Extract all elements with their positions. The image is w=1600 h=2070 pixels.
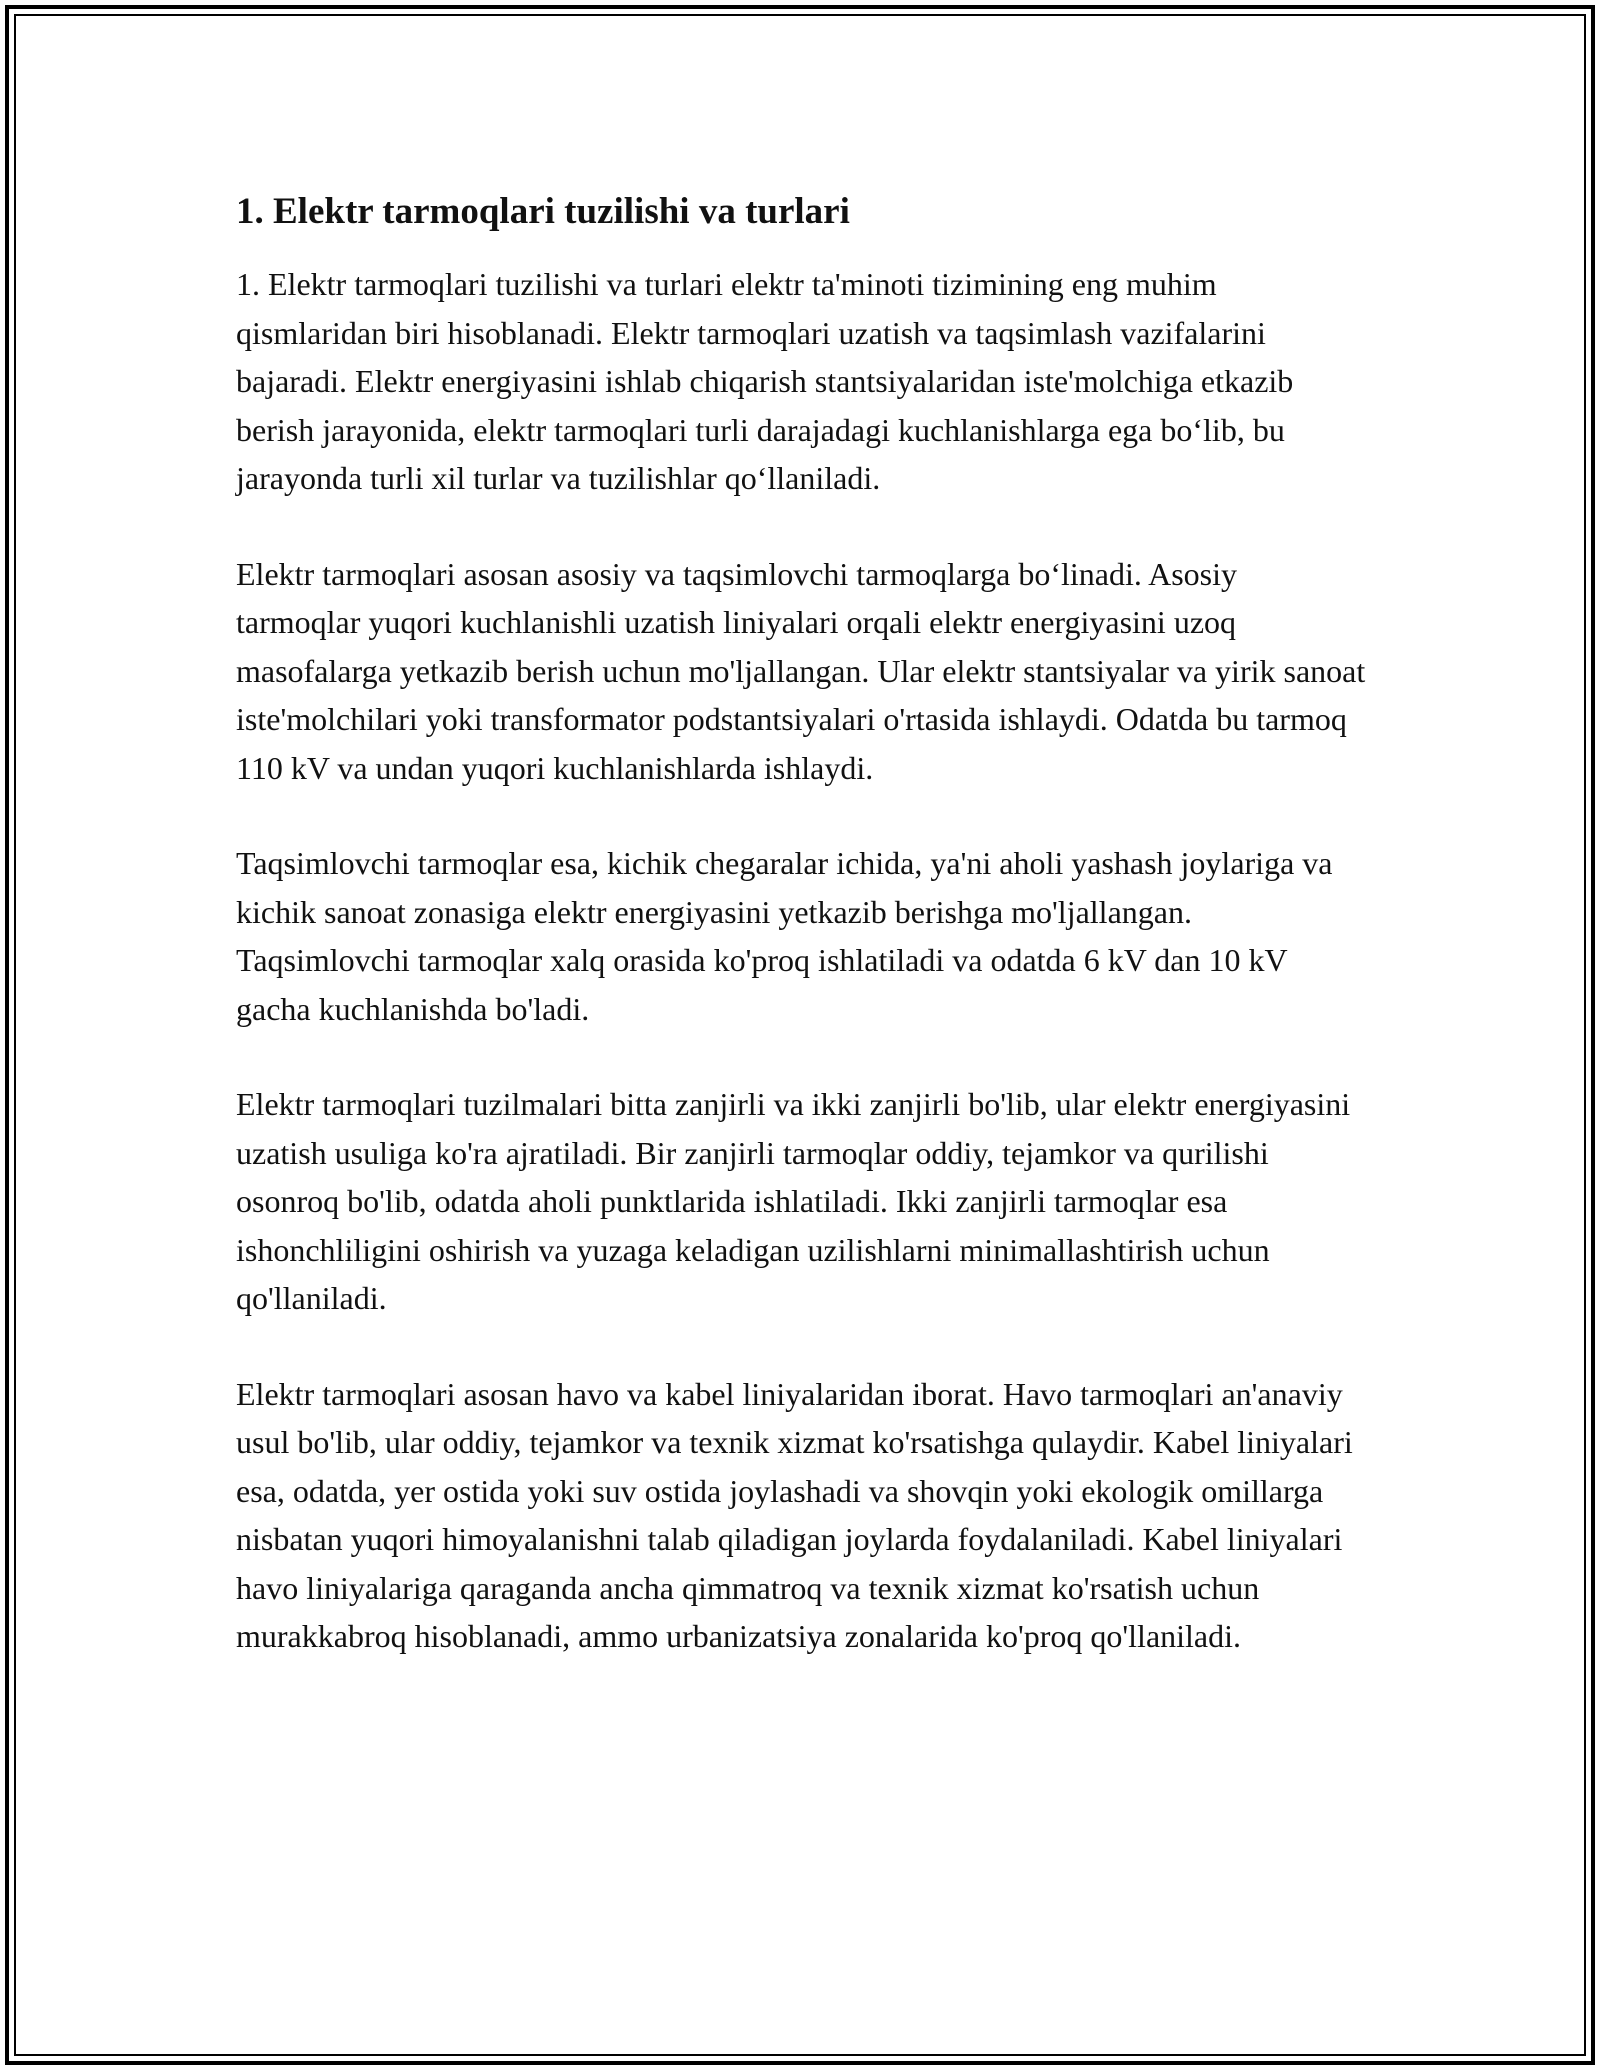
document-body <box>236 186 1366 1708</box>
paragraph: Elektr tarmoqlari asosan havo va kabel liniyalaridan iborat. Havo tarmoqlari an'anaviy usul bo'lib, ular oddiy, tejamkor va texnik xizmat ko'rsatishga qulaydir. Kabel liniyalari esa, odatda, yer ostida yoki suv ostida joylashadi va shovqin yoki ekologik omillarga nisbatan yuqori himoyalanishni talab qiladigan joylarda foydalaniladi. Kabel liniyalari havo liniyalariga qaraganda ancha qimmatroq va texnik xizmat ko'rsatish uchun murakkabroq hisoblanadi, ammo urbanizatsiya zonalarida ko'proq qo'llaniladi. <box>236 1375 1353 1654</box>
paragraph: Elektr tarmoqlari asosan asosiy va taqsimlovchi tarmoqlarga bo‘linadi. Asosiy tarmoqlar yuqori kuchlanishli uzatish liniyalari orqali elektr energiyasini uzoq masofalarga yetkazib berish uchun mo'ljallangan. Ular elektr stantsiyalar va yirik sanoat iste'molchilari yoki transformator podstantsiyalari o'rtasida ishlaydi. Odatda bu tarmoq 110 kV va undan yuqori kuchlanishlarda ishlaydi. <box>236 555 1366 786</box>
paragraph: 1. Elektr tarmoqlari tuzilishi va turlari elektr ta'minoti tizimining eng muhim qismlaridan biri hisoblanadi. Elektr tarmoqlari uzatish va taqsimlash vazifalarini bajaradi. Elektr energiyasini ishlab chiqarish stantsiyalaridan iste'molchiga etkazib berish jarayonida, elektr tarmoqlari turli darajadagi kuchlanishlarga ega bo‘lib, bu jarayonda turli xil turlar va tuzilishlar qo‘llaniladi. <box>236 266 1294 496</box>
paragraph: Elektr tarmoqlari tuzilmalari bitta zanjirli va ikki zanjirli bo'lib, ular elektr energiyasini uzatish usuliga ko'ra ajratiladi. Bir zanjirli tarmoqlar oddiy, tejamkor va qurilishi osonroq bo'lib, odatda aholi punktlarida ishlatiladi. Ikki zanjirli tarmoqlar esa ishonchliligini oshirish va yuzaga keladigan uzilishlarni minimallashtirish uchun qo'llaniladi. <box>236 1086 1351 1316</box>
document-title: 1. Elektr tarmoqlari tuzilishi va turlari <box>236 191 850 232</box>
paragraph: Taqsimlovchi tarmoqlar esa, kichik chegaralar ichida, ya'ni aholi yashash joylariga va kichik sanoat zonasiga elektr energiyasini yetkazib berishga mo'ljallangan. Taqsimlovchi tarmoqlar xalq orasida ko'proq ishlatiladi va odatda 6 kV dan 10 kV gacha kuchlanishda bo'ladi. <box>236 845 1333 1027</box>
